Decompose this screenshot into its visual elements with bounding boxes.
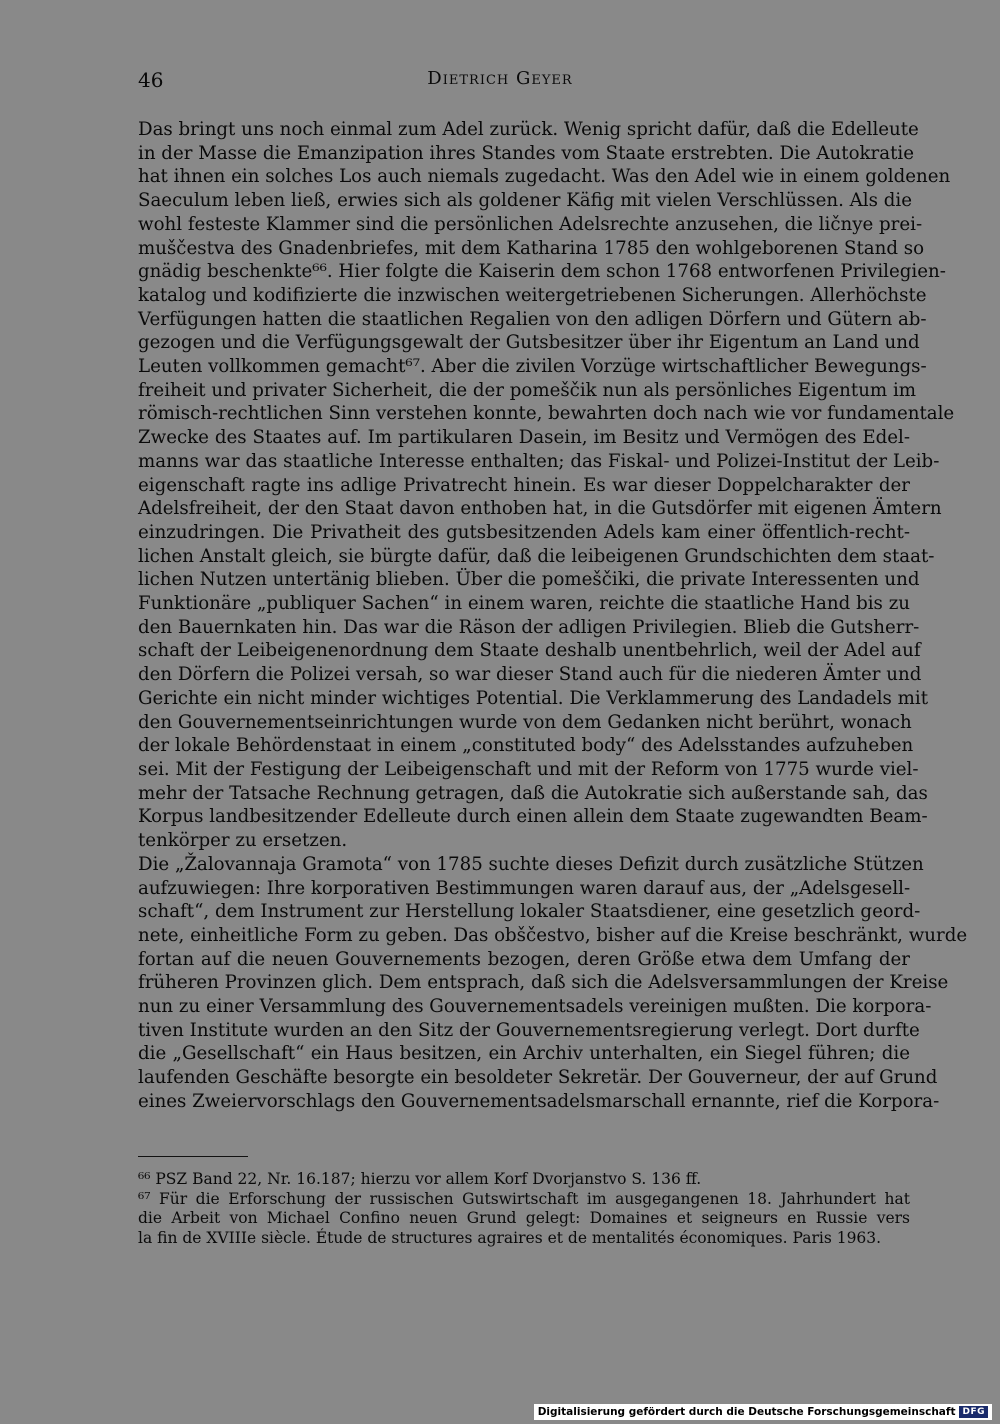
text-line: nete, einheitliche Form zu geben. Das obščestvo, bisher auf die Kreise beschränkt, wurde bbox=[138, 924, 968, 946]
text-line: fortan auf die neuen Gouvernements bezogen, deren Größe etwa dem Umfang der bbox=[138, 948, 910, 970]
text-line: laufenden Geschäfte besorgte ein besoldeter Sekretär. Der Gouverneur, der auf Grund bbox=[138, 1067, 938, 1089]
text-line: schaft der Leibeigenenordnung dem Staate deshalb unentbehrlich, weil der Adel auf bbox=[138, 640, 921, 662]
page-number: 46 bbox=[138, 68, 164, 92]
text-line: hat ihnen ein solches Los auch niemals zugedacht. Was den Adel wie in einem goldenen bbox=[138, 166, 951, 188]
text-line: lichen Nutzen untertänig blieben. Über die pomeščiki, die private Interessenten und bbox=[138, 569, 920, 591]
dfg-logo: DFG bbox=[959, 1406, 988, 1418]
text-line: ⁶⁶ PSZ Band 22, Nr. 16.187; hierzu vor allem Korf Dvorjanstvo S. 136 ff. bbox=[138, 1170, 702, 1188]
footnote-divider bbox=[138, 1156, 248, 1157]
text-line: Adelsfreiheit, der den Staat davon enthoben hat, in die Gutsdörfer mit eigenen Ämtern bbox=[138, 498, 942, 520]
text-line: eines Zweiervorschlags den Gouvernementsadelsmarschall ernannte, rief die Korpora- bbox=[138, 1090, 940, 1112]
footnotes bbox=[138, 1170, 910, 1248]
text-line: mehr der Tatsache Rechnung getragen, daß die Autokratie sich außerstande sah, das bbox=[138, 782, 928, 804]
text-line: Gerichte ein nicht minder wichtiges Potential. Die Verklammerung des Landadels mit bbox=[138, 687, 929, 709]
text-line: früheren Provinzen glich. Dem entsprach, daß sich die Adelsversammlungen der Kreise bbox=[138, 972, 949, 994]
text-line: wohl festeste Klammer sind die persönlichen Adelsrechte anzusehen, die ličnye prei- bbox=[138, 213, 923, 235]
text-line: sei. Mit der Festigung der Leibeigenschaft und mit der Reform von 1775 wurde viel- bbox=[138, 758, 919, 780]
text-line: der lokale Behördenstaat in einem „constituted body“ des Adelsstandes aufzuheben bbox=[138, 735, 914, 757]
text-line: in der Masse die Emanzipation ihres Standes vom Staate erstrebten. Die Autokratie bbox=[138, 142, 914, 164]
banner-text: Digitalisierung gefördert durch die Deutsche Forschungsgemeinschaft bbox=[537, 1406, 956, 1418]
text-line: Verfügungen hatten die staatlichen Regalien von den adligen Dörfern und Gütern ab- bbox=[138, 308, 927, 330]
text-line: schaft“, dem Instrument zur Herstellung lokaler Staatsdiener, eine gesetzlich geord- bbox=[138, 901, 921, 923]
text-line: tenkörper zu ersetzen. bbox=[138, 830, 348, 852]
text-line: eigenschaft ragte ins adlige Privatrecht hinein. Es war dieser Doppelcharakter der bbox=[138, 474, 910, 496]
text-line: tiven Institute wurden an den Sitz der Gouvernementsregierung verlegt. Dort durfte bbox=[138, 1019, 920, 1041]
text-line: römisch-rechtlichen Sinn verstehen konnte, bewahrten doch nach wie vor fundamentale bbox=[138, 403, 955, 425]
text-line: Korpus landbesitzender Edelleute durch einen allein dem Staate zugewandten Beam- bbox=[138, 806, 928, 828]
text-line: die „Gesellschaft“ ein Haus besitzen, ein Archiv unterhalten, ein Siegel führen; die bbox=[138, 1043, 910, 1065]
text-line: die Arbeit von Michael Confino neuen Grund gelegt: Domaines et seigneurs en Russie vers bbox=[138, 1209, 910, 1227]
text-line: aufzuwiegen: Ihre korporativen Bestimmungen waren darauf aus, der „Adelsgesell- bbox=[138, 877, 911, 899]
text-line: muščestva des Gnadenbriefes, mit dem Katharina 1785 den wohlgeborenen Stand so bbox=[138, 237, 925, 259]
body-text bbox=[138, 118, 968, 1114]
text-line: Saeculum leben ließ, erwies sich als goldener Käfig mit vielen Verschlüssen. Als die bbox=[138, 190, 912, 212]
text-line: manns war das staatliche Interesse enthalten; das Fiskal- und Polizei-Institut der Leib- bbox=[138, 450, 940, 472]
text-line: la fin de XVIIIe siècle. Étude de structures agraires et de mentalités économiques. Paris 1963. bbox=[138, 1228, 882, 1247]
text-line: freiheit und privater Sicherheit, die der pomeščik nun als persönliches Eigentum im bbox=[138, 379, 917, 401]
text-line: Die „Žalovannaja Gramota“ von 1785 suchte dieses Defizit durch zusätzliche Stützen bbox=[138, 853, 924, 875]
text-line: den Bauernkaten hin. Das war die Räson der adligen Privilegien. Blieb die Gutsherr- bbox=[138, 616, 920, 638]
digitization-banner bbox=[534, 1404, 992, 1420]
text-line: Leuten vollkommen gemacht⁶⁷. Aber die zivilen Vorzüge wirtschaftlicher Bewegungs- bbox=[138, 356, 927, 378]
text-line: den Dörfern die Polizei versah, so war dieser Stand auch für die niederen Ämter und bbox=[138, 664, 922, 686]
text-line: katalog und kodifizierte die inzwischen weitergetriebenen Sicherungen. Allerhöchste bbox=[138, 284, 927, 306]
text-line: den Gouvernementseinrichtungen wurde von dem Gedanken nicht berührt, wonach bbox=[138, 711, 912, 733]
text-line: Funktionäre „publiquer Sachen“ in einem waren, reichte die staatliche Hand bis zu bbox=[138, 593, 910, 615]
text-line: Das bringt uns noch einmal zum Adel zurück. Wenig spricht dafür, daß die Edelleute bbox=[138, 119, 919, 140]
text-line: lichen Anstalt gleich, sie bürgte dafür, daß die leibeigenen Grundschichten dem staat- bbox=[138, 545, 935, 567]
text-line: gezogen und die Verfügungsgewalt der Gutsbesitzer über ihr Eigentum an Land und bbox=[138, 332, 920, 354]
text-line: einzudringen. Die Privatheit des gutsbesitzenden Adels kam einer öffentlich-recht- bbox=[138, 521, 910, 543]
text-line: ⁶⁷ Für die Erforschung der russischen Gutswirtschaft im ausgegangenen 18. Jahrhundert hat bbox=[138, 1189, 910, 1208]
text-line: Zwecke des Staates auf. Im partikularen Dasein, im Besitz und Vermögen des Edel- bbox=[138, 427, 910, 449]
running-head: Dietrich Geyer bbox=[427, 68, 573, 89]
text-line: gnädig beschenkte⁶⁶. Hier folgte die Kaiserin dem schon 1768 entworfenen Privilegien- bbox=[138, 261, 946, 283]
text-line: nun zu einer Versammlung des Gouvernementsadels vereinigen mußten. Die korpora- bbox=[138, 996, 932, 1018]
